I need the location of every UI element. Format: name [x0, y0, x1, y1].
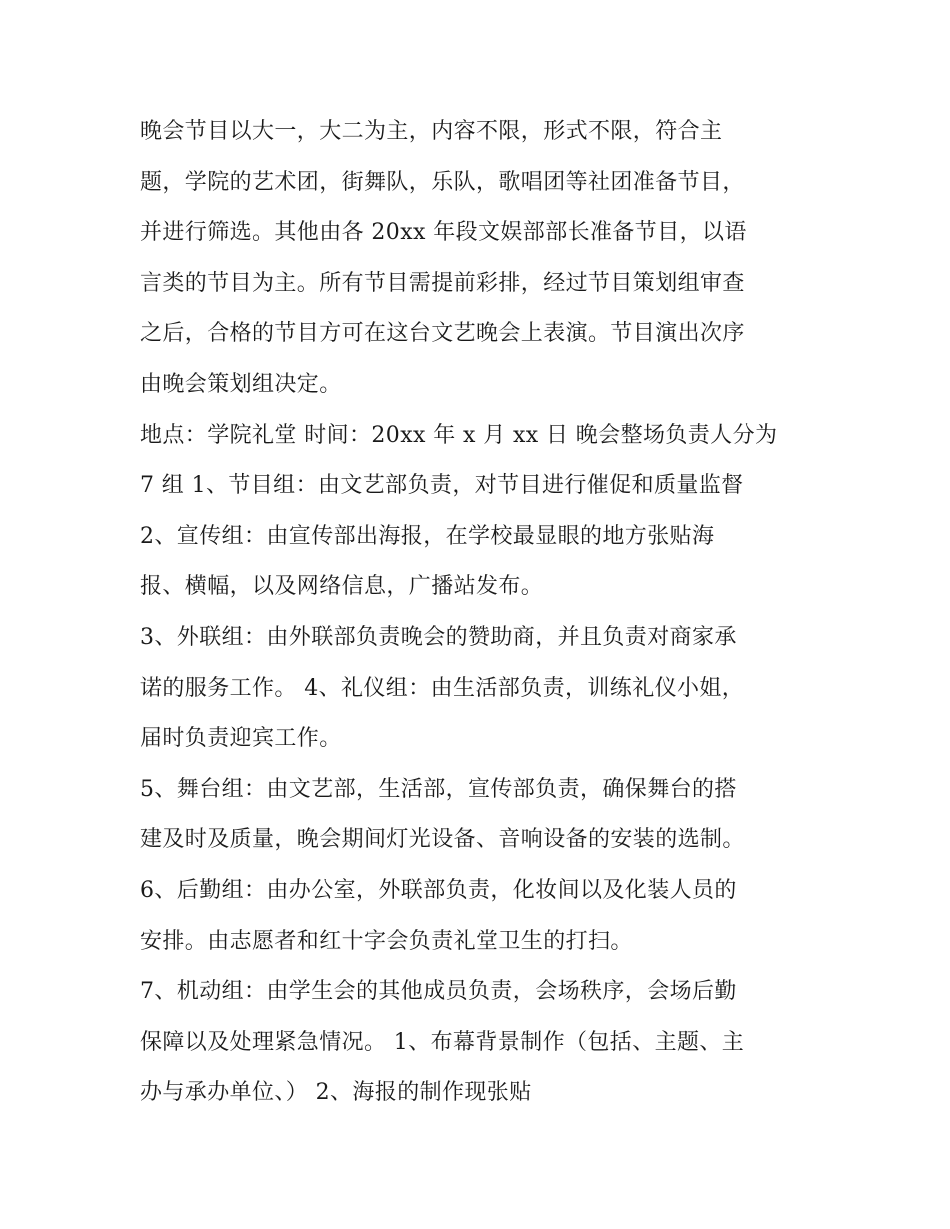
- text-line: 7 组 1、节目组：由文艺部负责，对节目进行催促和质量监督: [140, 473, 744, 499]
- text-line: 晚会节目以大一，大二为主，内容不限，形式不限，符合主: [140, 119, 723, 144]
- text-line: 题，学院的艺术团，街舞队，乐队，歌唱团等社团准备节目，: [140, 169, 745, 195]
- text-line: 地点：学院礼堂 时间：20xx 年 x 月 xx 日 晚会整场负责人分为: [140, 422, 778, 448]
- text-line: 建及时及质量，晚会期间灯光设备、音响设备的安装的选制。: [140, 827, 745, 853]
- text-line: 诺的服务工作。 4、礼仪组：由生活部负责，训练礼仪小姐，: [140, 675, 745, 701]
- text-line: 报、横幅，以及网络信息，广播站发布。: [140, 574, 544, 600]
- text-line: 7、机动组：由学生会的其他成员负责，会场秩序，会场后勤: [140, 979, 737, 1005]
- text-line: 3、外联组：由外联部负责晚会的赞助商，并且负责对商家承: [140, 624, 737, 650]
- text-line: 6、后勤组：由办公室，外联部负责，化妆间以及化装人员的: [140, 877, 737, 903]
- text-line: 并进行筛选。其他由各 20xx 年段文娱部部长准备节目，以语: [140, 220, 747, 246]
- text-line: 由晚会策划组决定。: [140, 371, 342, 397]
- text-line: 办与承办单位、） 2、海报的制作现张贴: [140, 1080, 532, 1106]
- text-line: 言类的节目为主。所有节目需提前彩排，经过节目策划组审查: [140, 270, 745, 296]
- text-line: 之后，合格的节目方可在这台文艺晚会上表演。节目演出次序: [140, 321, 745, 347]
- text-line: 保障以及处理紧急情况。 1、布幕背景制作（包括、主题、主: [140, 1029, 745, 1055]
- document-body: [140, 107, 830, 1119]
- text-line: 届时负责迎宾工作。: [140, 726, 342, 752]
- text-line: 5、舞台组：由文艺部，生活部，宣传部负责，确保舞台的搭: [140, 776, 737, 802]
- text-line: 2、宣传组：由宣传部出海报，在学校最显眼的地方张贴海: [140, 523, 715, 549]
- text-line: 安排。由志愿者和红十字会负责礼堂卫生的打扫。: [140, 928, 633, 954]
